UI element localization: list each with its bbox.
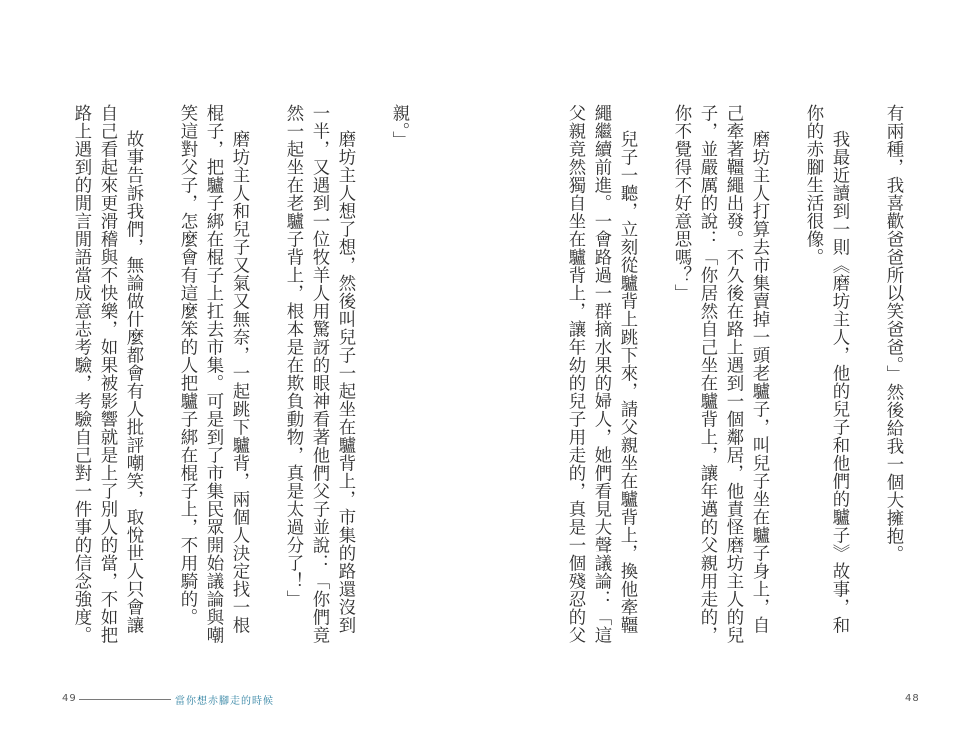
text-column: 自己看起來更滑稽與不快樂，如果被影響就是上了別人的當，不如把 (97, 104, 117, 644)
text-column: 磨坊主人打算去市集賣掉一頭老驢子，叫兒子坐在驢子身上，自 (749, 130, 769, 634)
text-column: 我最近讀到一則《磨坊主人，他的兒子和他們的驢子》故事，和 (829, 130, 849, 634)
text-column: 子，並嚴厲的說：「你居然自己坐在驢背上，讓年邁的父親用走的， (697, 104, 717, 644)
text-column: 磨坊主人和兒子又氣又無奈，一起跳下驢背，兩個人決定找一根 (229, 130, 249, 634)
text-column: 磨坊主人想了想，然後叫兒子一起坐在驢背上，市集的路還沒到 (335, 130, 355, 634)
page-number-right: 48 (905, 693, 920, 704)
text-column: 兒子一聽，立刻從驢背上跳下來，請父親坐在驢背上，換他牽韁 (617, 130, 637, 634)
text-column: 父親竟然獨自坐在驢背上，讓年幼的兒子用走的，真是一個殘忍的父 (565, 104, 585, 644)
text-column: 故事告訴我們，無論做什麼都會有人批評嘲笑，取悅世人只會讓 (123, 130, 143, 634)
text-column: 笑這對父子，怎麼會有這麼笨的人把驢子綁在棍子上，不用騎的。 (177, 104, 197, 626)
text-column: 己牽著韁繩出發。不久後在路上遇到一個鄰居，他責怪磨坊主人的兒 (723, 104, 743, 644)
text-column: 親。」 (389, 104, 409, 150)
running-title: 當你想赤腳走的時候 (175, 696, 274, 707)
footer-rule (79, 699, 171, 700)
text-column: 你的赤腳生活很像。 (803, 104, 823, 266)
text-column: 路上遇到的閒言閒語當成意志考驗，考驗自己對一件事的信念強度。 (71, 104, 91, 644)
text-column: 然一起坐在老驢子背上，根本是在欺負動物，真是太過分了！」 (283, 104, 303, 608)
text-column: 有兩種，我喜歡爸爸所以笑爸爸。」然後給我一個大擁抱。 (883, 104, 903, 564)
text-column: 繩繼續前進。一會路過一群摘水果的婦人，她們看見大聲議論：「這 (591, 104, 611, 644)
text-column: 你不覺得不好意思嗎？」 (671, 104, 691, 302)
page-number-left: 49 (62, 693, 77, 704)
text-column: 一半，又遇到一位牧羊人用驚訝的眼神看著他們父子並說：「你們竟 (309, 104, 329, 644)
text-column: 棍子，把驢子綁在棍子上扛去市集。可是到了市集民眾開始議論與嘲 (203, 104, 223, 644)
right-page (490, 0, 980, 733)
